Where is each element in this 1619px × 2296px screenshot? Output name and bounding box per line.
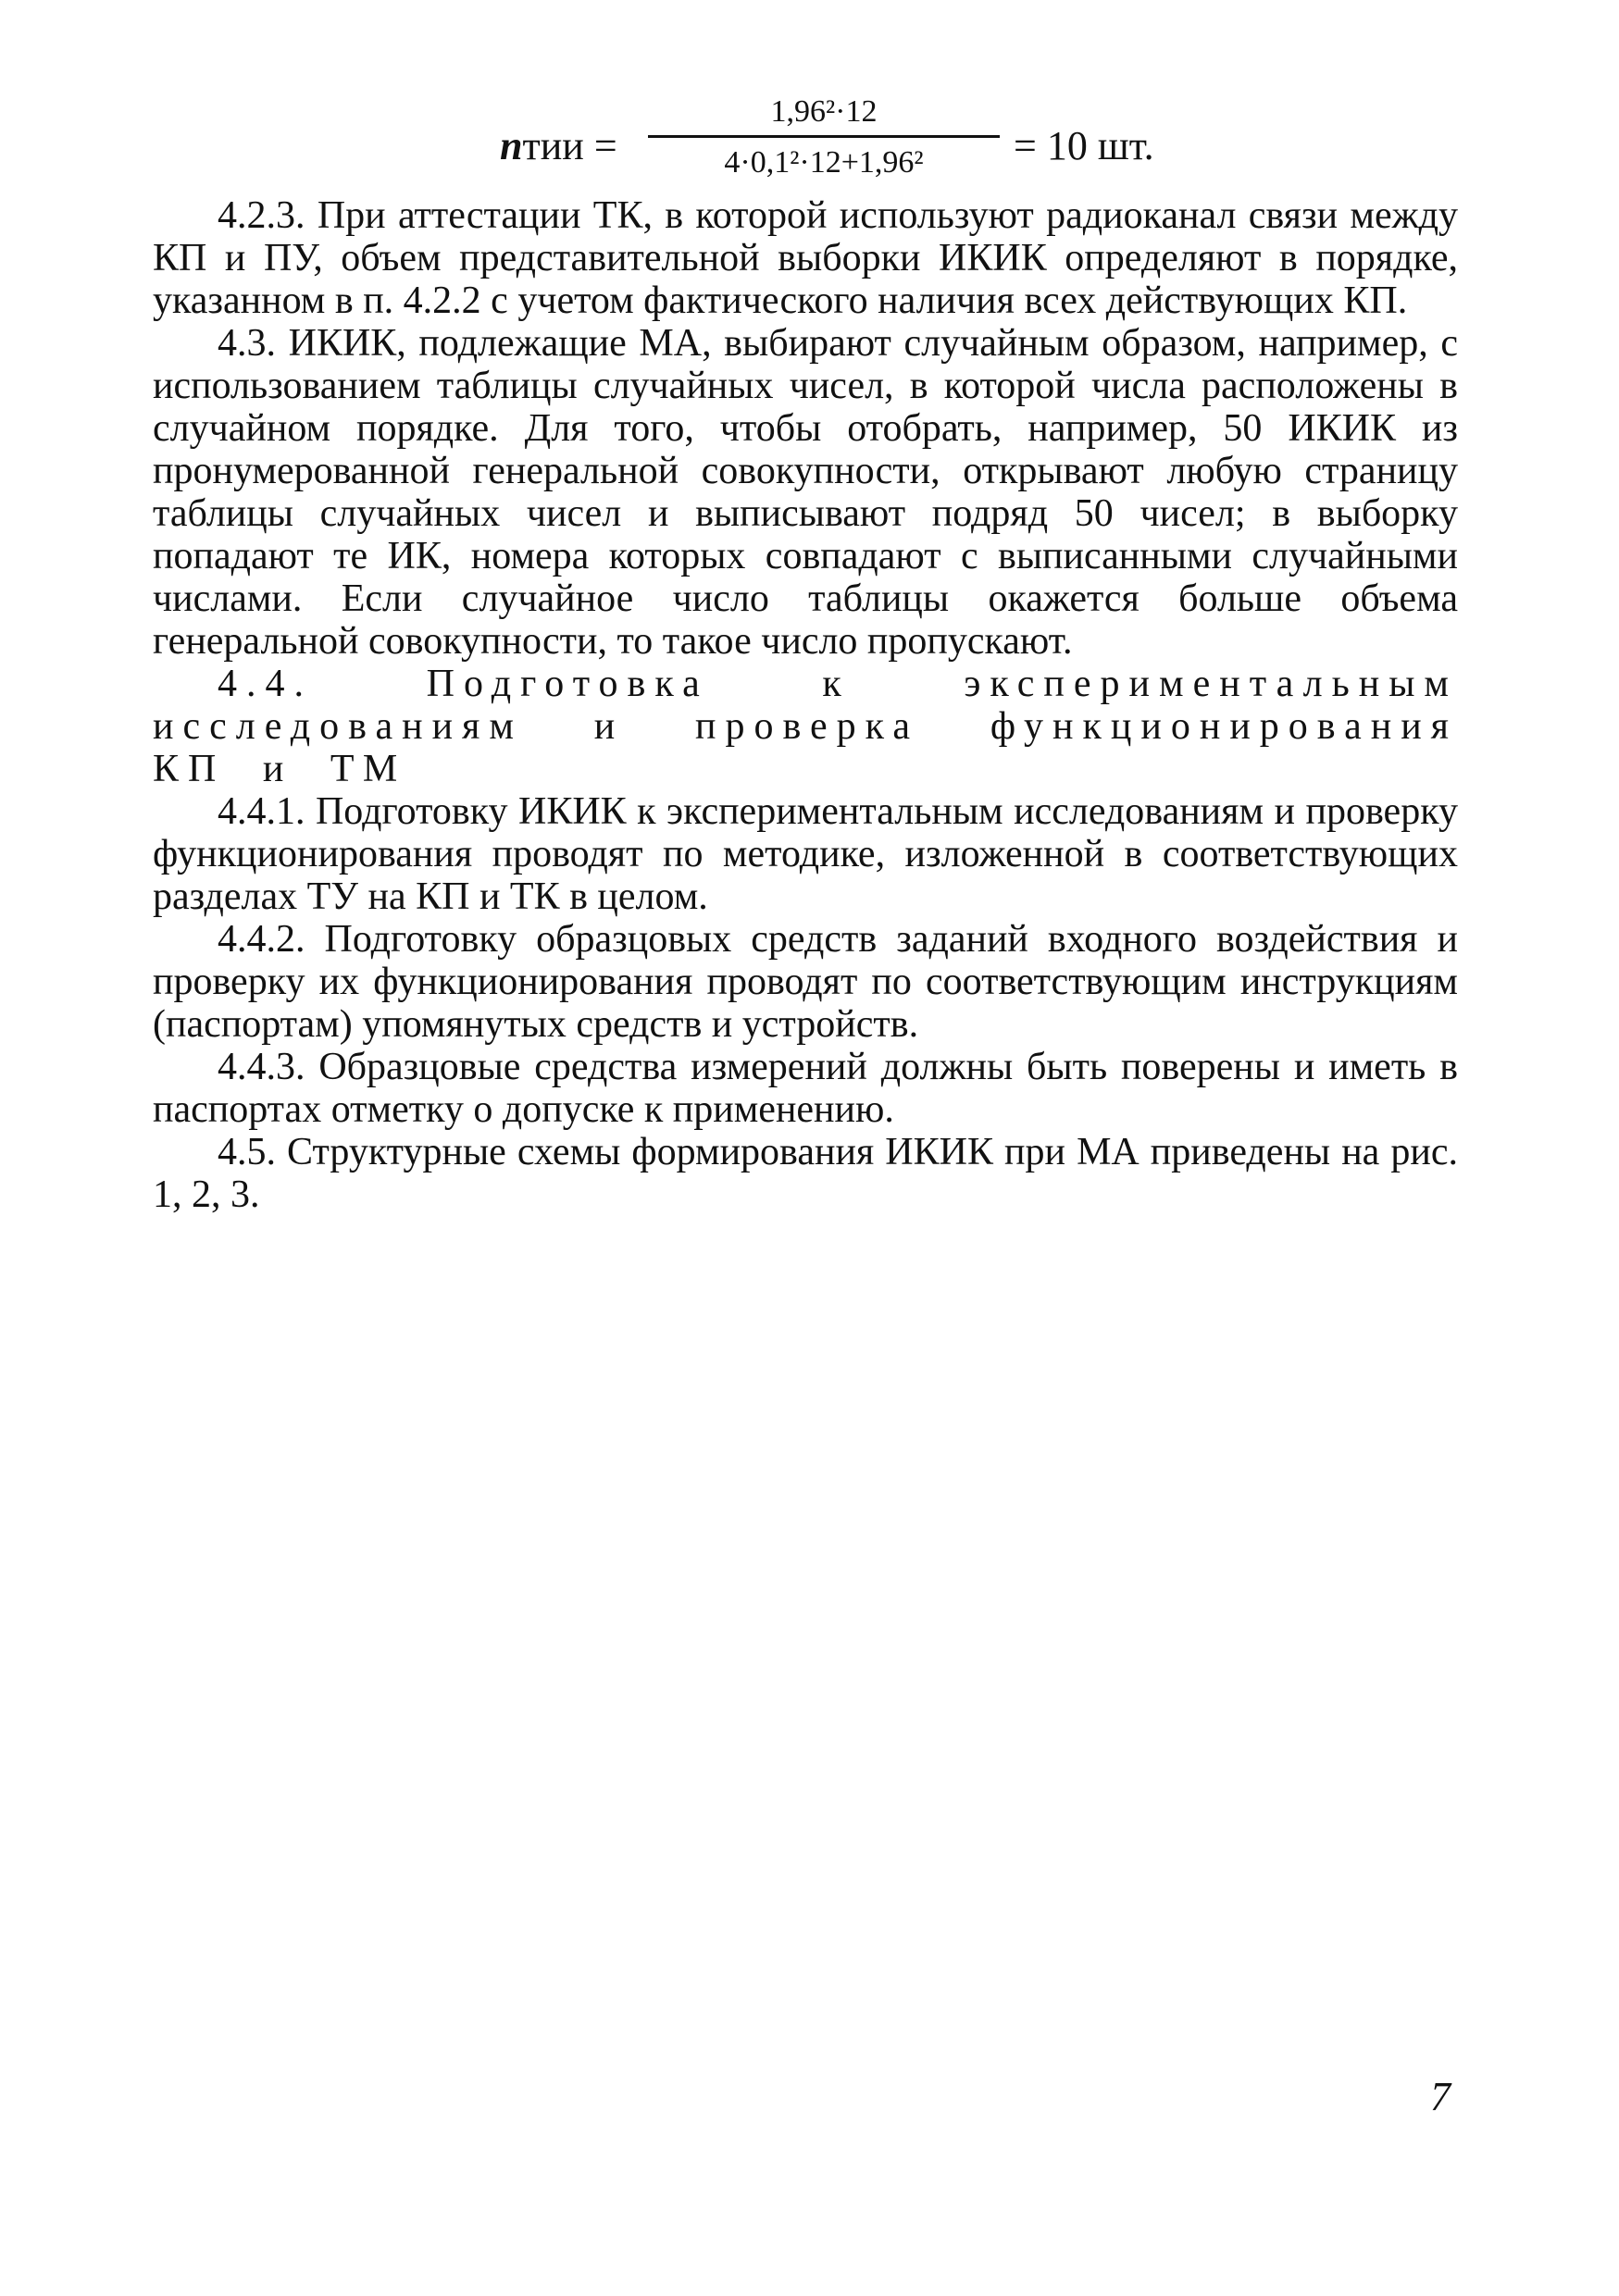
paragraph-4-2-3: 4.2.3. При аттестации ТК, в которой используют радиоканал связи между КП и ПУ, объем представительной выборки ИКИК определяют в порядке, указанном в п. 4.2.2 с учетом фактического наличия всех действующих КП. <box>153 194 1458 322</box>
formula-subscript: тии <box>522 123 584 168</box>
formula-lhs <box>500 122 617 169</box>
formula-equals: = <box>593 123 617 168</box>
formula-variable: n <box>500 123 523 168</box>
fraction-bar <box>648 135 1000 138</box>
formula-fraction <box>648 93 1000 182</box>
page-number: 7 <box>1430 2074 1451 2119</box>
formula-denominator: 4·0,1²·12+1,96² <box>724 145 924 180</box>
section-heading-4-4: 4.4. Подготовка к экспериментальным исследованиям и проверка функционирования КП и ТМ <box>153 663 1458 790</box>
sample-size-formula <box>500 93 1203 194</box>
paragraph-4-5: 4.5. Структурные схемы формирования ИКИК при МА приведены на рис. 1, 2, 3. <box>153 1131 1458 1216</box>
paragraph-4-3: 4.3. ИКИК, подлежащие МА, выбирают случайным образом, например, с использованием таблицы случайных чисел, в которой числа расположены в случайном порядке. Для того, чтобы отобрать, например, 50 ИКИК из пронумерованной генеральной совокупности, открывают любую страницу таблицы случайных чисел и выписывают подряд 50 чисел; в выборку попадают те ИК, номера которых совпадают с выписанными случайными числами. Если случайное число таблицы окажется больше объема генеральной совокупности, то такое число пропускают. <box>153 322 1458 663</box>
body-text <box>153 194 1458 1216</box>
formula-numerator: 1,96²·12 <box>770 94 878 129</box>
paragraph-4-4-3: 4.4.3. Образцовые средства измерений должны быть поверены и иметь в паспортах отметку о допуске к применению. <box>153 1046 1458 1131</box>
formula-result: = 10 шт. <box>1014 123 1154 168</box>
paragraph-4-4-1: 4.4.1. Подготовку ИКИК к экспериментальным исследованиям и проверку функционирования проводят по методике, изложенной в соответствующих разделах ТУ на КП и ТК в целом. <box>153 790 1458 918</box>
paragraph-4-4-2: 4.4.2. Подготовку образцовых средств заданий входного воздействия и проверку их функционирования проводят по соответствующим инструкциям (паспортам) упомянутых средств и устройств. <box>153 918 1458 1046</box>
